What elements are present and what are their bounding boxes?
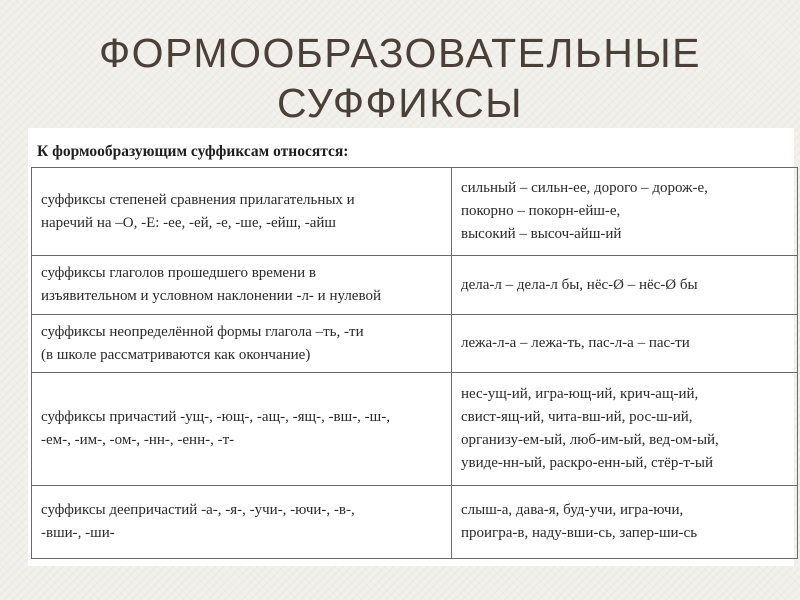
description-line: изъявительном и условном наклонении -л- и нулевой: [41, 288, 381, 304]
description-line: суффиксы глаголов прошедшего времени в: [41, 265, 316, 281]
row-description: [32, 168, 452, 256]
example-line: нес-ущ-ий, игра-ющ-ий, крич-ащ-ий,: [461, 386, 699, 402]
row-description: [32, 315, 452, 373]
table-row: [32, 315, 798, 373]
example-line: лежа-л-а – лежа-ть, пас-л-а – пас-ти: [461, 335, 690, 351]
table-row: [32, 168, 798, 256]
table-row: [32, 486, 798, 559]
suffix-table: [31, 167, 798, 559]
description-line: -ем-, -им-, -ом-, -нн-, -енн-, -т-: [41, 432, 235, 448]
row-examples: [452, 168, 798, 256]
example-line: дела-л – дела-л бы, нёс-Ø – нёс-Ø бы: [461, 276, 698, 293]
description-line: -вши-, -ши-: [41, 525, 115, 541]
row-examples: [452, 486, 798, 559]
example-line: сильный – сильн-ее, дорого – дорож-е,: [461, 180, 708, 196]
description-line: суффиксы неопределённой формы глагола –ть, -ти: [41, 323, 364, 340]
example-line: организу-ем-ый, люб-им-ый, вед-ом-ый,: [461, 432, 719, 448]
row-examples: [452, 373, 798, 486]
description-line: (в школе рассматриваются как окончание): [41, 346, 311, 363]
description-line: наречий на –О, -Е: -ее, -ей, -е, -ше, -ейш, -айш: [41, 214, 336, 231]
example-line: слыш-а, дава-я, буд-учи, игра-ючи,: [461, 502, 684, 518]
row-examples: [452, 315, 798, 373]
description-line: суффиксы деепричастий -а-, -я-, -учи-, -ючи-, -в-,: [41, 502, 355, 518]
table-caption: К формообразующим суффиксам относятся:: [37, 143, 349, 160]
example-line: увиде-нн-ый, раскро-енн-ый, стёр-т-ый: [461, 455, 713, 471]
description-line: суффиксы степеней сравнения прилагательных и: [41, 191, 355, 208]
table-row: [32, 373, 798, 486]
row-description: [32, 373, 452, 486]
description-line: суффиксы причастий -ущ-, -ющ-, -ащ-, -ящ-, -вш-, -ш-,: [41, 409, 390, 425]
slide-title: [0, 28, 800, 128]
example-line: свист-ящ-ий, чита-вш-ий, рос-ш-ий,: [461, 409, 693, 425]
slide-title-line-2: СУФФИКСЫ: [276, 80, 524, 126]
row-examples: [452, 256, 798, 315]
slide-title-line-1: ФОРМООБРАЗОВАТЕЛЬНЫЕ: [98, 30, 702, 76]
example-line: высокий – высоч-айш-ий: [461, 226, 622, 242]
row-description: [32, 256, 452, 315]
table-row: [32, 256, 798, 315]
row-description: [32, 486, 452, 559]
example-line: проигра-в, наду-вши-сь, запер-ши-сь: [461, 525, 698, 541]
example-line: покорно – покорн-ейш-е,: [461, 203, 621, 219]
